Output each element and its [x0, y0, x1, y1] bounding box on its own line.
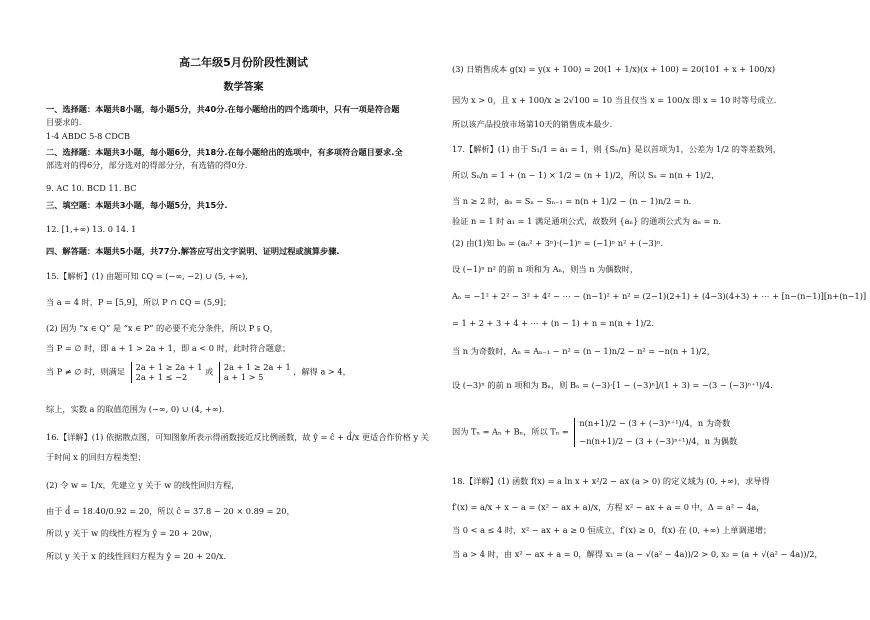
right-line-1: 因为 x > 0，且 x + 100/x ≥ 2√100 = 10 当且仅当 x = 100/x 即 x = 10 时等号成立. [452, 95, 777, 105]
case-suffix: ，解得 a > 4， [293, 366, 351, 377]
case-system-2-line-b: a + 1 > 5 [223, 372, 264, 383]
left-line-13: 综上，实数 a 的取值范围为 (−∞, 0) ∪ (4, +∞). [46, 404, 225, 414]
case-prefix: 当 P ≠ ∅ 时，则满足 [46, 366, 126, 377]
right-line-16: 当 a > 4 时，由 x² − ax + a = 0，解得 x₁ = (a − √(a² − 4a))/2 > 0, x₂ = (a + √(a² − 4a))/2， [452, 549, 823, 559]
right-line-11: 当 n 为奇数时，Aₙ = Aₙ₋₁ − n² = (n − 1)n/2 − n² = −n(n + 1)/2， [452, 346, 715, 356]
right-line-5: 当 n ≥ 2 时，aₙ = Sₙ − Sₙ₋₁ = n(n + 1)/2 − (n − 1)n/2 = n. [452, 196, 692, 206]
right-line-12: 设 (−3)ⁿ 的前 n 项和为 Bₙ，则 Bₙ = (−3)·[1 − (−3)ⁿ]/(1 + 3) = −(3 − (−3)ⁿ⁺¹)/4. [452, 380, 773, 390]
right-line-8: 设 (−1)ⁿ n² 的前 n 项和为 Aₙ，则当 n 为偶数时， [452, 264, 639, 274]
case-system-1-line-b: 2a + 1 ≤ −2 [135, 372, 188, 383]
left-line-17: 由于 d̂ = 18.40/0.92 = 20，所以 ĉ = 37.8 − 20 × 0.89 = 20， [46, 506, 295, 516]
left-line-11: (2) 因为 “x ∈ Q” 是 “x ∈ P” 的必要不充分条件，所以 P ⫋ Q， [46, 323, 278, 333]
left-line-5: 9. AC 10. BCD 11. BC [46, 183, 137, 193]
left-line-9: 15.【解析】(1) 由题可知 ∁Q = (−∞, −2) ∪ (5, +∞), [46, 271, 248, 281]
left-line-8: 四、解答题：本题共5小题，共77分.解答应写出文字说明、证明过程或演算步骤. [46, 246, 340, 256]
right-line-7: (2) 由(1)知 bₙ = (aₙ² + 3ⁿ)·(−1)ⁿ = (−1)ⁿ n² + (−3)ⁿ. [452, 238, 664, 248]
tn-case-even: −n(n+1)/2 − (3 + (−3)ⁿ⁺¹)/4，n 为偶数 [579, 436, 738, 447]
right-line-3: 17.【解析】(1) 由于 S₁/1 = a₁ = 1，则 {Sₙ/n} 是以首项为1，公差为 1/2 的等差数列， [452, 144, 781, 154]
right-line-6: 验证 n = 1 时 a₁ = 1 满足通项公式，故数列 {aₙ} 的通项公式为 aₙ = n. [452, 216, 721, 226]
right-line-2: 所以该产品投放市场第10天的销售成本最少. [452, 119, 613, 129]
left-line-4: 部选对的得6分，部分选对的得部分分，有选错的得0分. [46, 160, 248, 170]
left-line-6: 三、填空题：本题共3小题，每小题5分，共15分. [46, 200, 228, 210]
left-line-0: 一、选择题：本题共8小题，每小题5分，共40分.在每小题给出的四个选项中，只有一项是符合题 [46, 104, 400, 114]
page-subtitle: 数学答案 [223, 82, 264, 93]
left-line-7: 12. [1,+∞) 13. 0 14. 1 [46, 224, 137, 234]
left-line-18: 所以 y 关于 w 的线性方程为 ŷ = 20 + 20w， [46, 528, 218, 538]
left-line-15: 于时间 x 的回归方程类型； [46, 452, 146, 462]
left-line-19: 所以 y 关于 x 的线性回归方程为 ŷ = 20 + 20/x. [46, 551, 227, 561]
tn-piecewise [574, 418, 737, 447]
right-line-0: (3) 日销售成本 g(x) = y(x + 100) = 20(1 + 1/x)(x + 100) = 20(101 + x + 100/x) [452, 64, 776, 74]
case-system-1-line-a: 2a + 1 ≥ 2a + 1 [135, 362, 203, 372]
right-line-14: f′(x) = a/x + x − a = (x² − ax + a)/x，方程 x² − ax + a = 0 中，Δ = a² − 4a， [452, 502, 765, 512]
right-column [452, 0, 867, 620]
left-line-3: 二、选择题：本题共3小题，每小题6分，共18分.在每小题给出的选项中，有多项符合题目要求.全 [46, 147, 403, 157]
left-line-14: 16.【详解】(1) 依据散点图，可知图象所表示得函数接近反比例函数，故 ŷ = ĉ + d̂/x 更适合作价格 y 关 [46, 432, 429, 442]
right-line-10: = 1 + 2 + 3 + 4 + ⋯ + (n − 1) + n = n(n + 1)/2. [452, 318, 654, 328]
right-line-4: 所以 Sₙ/n = 1 + (n − 1) × 1/2 = (n + 1)/2，所以 Sₙ = n(n + 1)/2， [452, 170, 720, 180]
tn-piecewise-line [452, 418, 737, 447]
left-line-12: 当 P = ∅ 时，即 a + 1 > 2a + 1，即 a < 0 时，此时符合题意； [46, 343, 291, 353]
case-system-2 [219, 362, 291, 383]
left-line-1: 目要求的. [46, 117, 82, 127]
case-or: 或 [205, 366, 214, 377]
tn-case-odd: n(n+1)/2 − (3 + (−3)ⁿ⁺¹)/4，n 为奇数 [579, 418, 731, 428]
left-line-2: 1-4 ABDC 5-8 CDCB [46, 131, 131, 141]
right-line-9: Aₙ = −1² + 2² − 3² + 4² − ⋯ − (n−1)² + n² = (2−1)(2+1) + (4−3)(4+3) + ⋯ + [n−(n−1)][n+(n−1)] [452, 291, 867, 301]
left-line-16: (2) 令 w = 1/x，先建立 y 关于 w 的线性回归方程， [46, 480, 240, 490]
left-column [46, 0, 441, 620]
case-analysis-line [46, 362, 351, 383]
case-system-2-line-a: 2a + 1 ≥ 2a + 1 [223, 362, 291, 372]
case-system-1 [131, 362, 203, 383]
left-line-10: 当 a = 4 时，P = [5,9]，所以 P ∩ ∁Q = (5,9]； [46, 297, 232, 307]
right-line-15: 当 0 < a ≤ 4 时，x² − ax + a ≥ 0 恒成立，f′(x) ≥ 0，f(x) 在 (0, +∞) 上单调递增； [452, 525, 772, 535]
page-title: 高二年级5月份阶段性测试 [179, 56, 308, 69]
tn-prefix: 因为 Tₙ = Aₙ + Bₙ，所以 Tₙ = [452, 426, 569, 437]
right-line-13: 18.【详解】(1) 函数 f(x) = a ln x + x²/2 − ax (a > 0) 的定义域为 (0, +∞)，求导得 [452, 476, 770, 486]
